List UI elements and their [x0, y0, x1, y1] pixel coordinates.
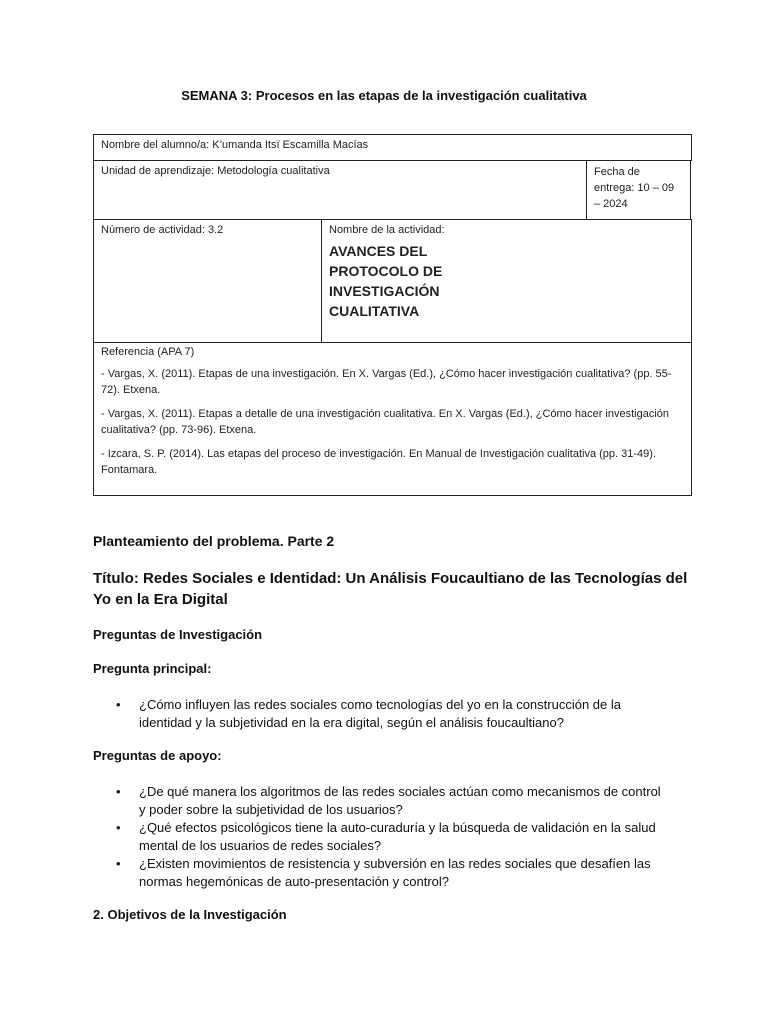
reference-item: - Vargas, X. (2011). Etapas de una investigación. En X. Vargas (Ed.), ¿Cómo hacer investigación cualitativa? (pp. 55-72). Etxena.	[101, 368, 672, 396]
activity-name-cell	[321, 219, 692, 343]
activity-number-cell: Número de actividad: 3.2	[93, 219, 322, 343]
questions-heading: Preguntas de Investigación	[93, 627, 263, 642]
list-item	[110, 855, 670, 891]
due-date-cell	[586, 160, 691, 220]
reference-item: - Vargas, X. (2011). Etapas a detalle de una investigación cualitativa. En X. Vargas (Ed.), ¿Cómo hacer investigación cualitativa? (pp. 73-96). Etxena.	[101, 408, 670, 436]
list-item	[110, 819, 670, 855]
references-label: Referencia (APA 7)	[101, 346, 195, 358]
activity-name-line3: INVESTIGACIÓN	[329, 283, 440, 299]
activity-name	[329, 241, 479, 321]
due-date-line2: entrega: 10 – 09	[594, 182, 675, 194]
support-questions-heading: Preguntas de apoyo:	[93, 748, 222, 763]
section-heading: Planteamiento del problema. Parte 2	[93, 533, 335, 549]
bullet-icon: •	[116, 820, 121, 835]
activity-name-line1: AVANCES DEL	[329, 243, 428, 259]
info-table	[93, 134, 692, 496]
activity-name-line2: PROTOCOLO DE	[329, 263, 443, 279]
bullet-icon: •	[116, 784, 121, 799]
list-item	[110, 783, 670, 819]
learning-unit-cell: Unidad de aprendizaje: Metodología cualitativa	[93, 160, 587, 220]
objectives-heading: 2. Objetivos de la Investigación	[93, 907, 287, 922]
question-text: ¿Cómo influyen las redes sociales como tecnologías del yo en la construcción de la identidad y la subjetividad en la era digital, según el análisis foucaultiano?	[139, 697, 621, 730]
page-title: SEMANA 3: Procesos en las etapas de la investigación cualitativa	[181, 88, 587, 103]
activity-name-line4: CUALITATIVA	[329, 303, 420, 319]
bullet-icon: •	[116, 856, 121, 871]
activity-name-label: Nombre de la actividad:	[329, 224, 445, 236]
question-text: ¿Existen movimientos de resistencia y subversión en las redes sociales que desafíen las normas hegemónicas de auto-presentación y control?	[139, 856, 651, 889]
question-text: ¿De qué manera los algoritmos de las redes sociales actúan como mecanismos de control y poder sobre la subjetividad de los usuarios?	[139, 784, 661, 817]
references-cell	[93, 342, 692, 496]
main-question-heading: Pregunta principal:	[93, 661, 212, 676]
support-question-list	[110, 783, 670, 891]
main-question-list	[110, 696, 670, 732]
bullet-icon: •	[116, 697, 121, 712]
due-date-line3: – 2024	[594, 198, 628, 210]
question-text: ¿Qué efectos psicológicos tiene la auto-curaduría y la búsqueda de validación en la salud mental de los usuarios de redes sociales?	[139, 820, 656, 853]
student-name-cell: Nombre del alumno/a: K’umanda Itsï Escamilla Macías	[93, 134, 692, 161]
due-date-line1: Fecha de	[594, 166, 640, 178]
research-title: Título: Redes Sociales e Identidad: Un Análisis Foucaultiano de las Tecnologías del Yo en la Era Digital	[93, 570, 688, 608]
reference-item: - Izcara, S. P. (2014). Las etapas del proceso de investigación. En Manual de Investigación cualitativa (pp. 31-49). Fontamara.	[101, 448, 657, 476]
list-item	[110, 696, 670, 732]
